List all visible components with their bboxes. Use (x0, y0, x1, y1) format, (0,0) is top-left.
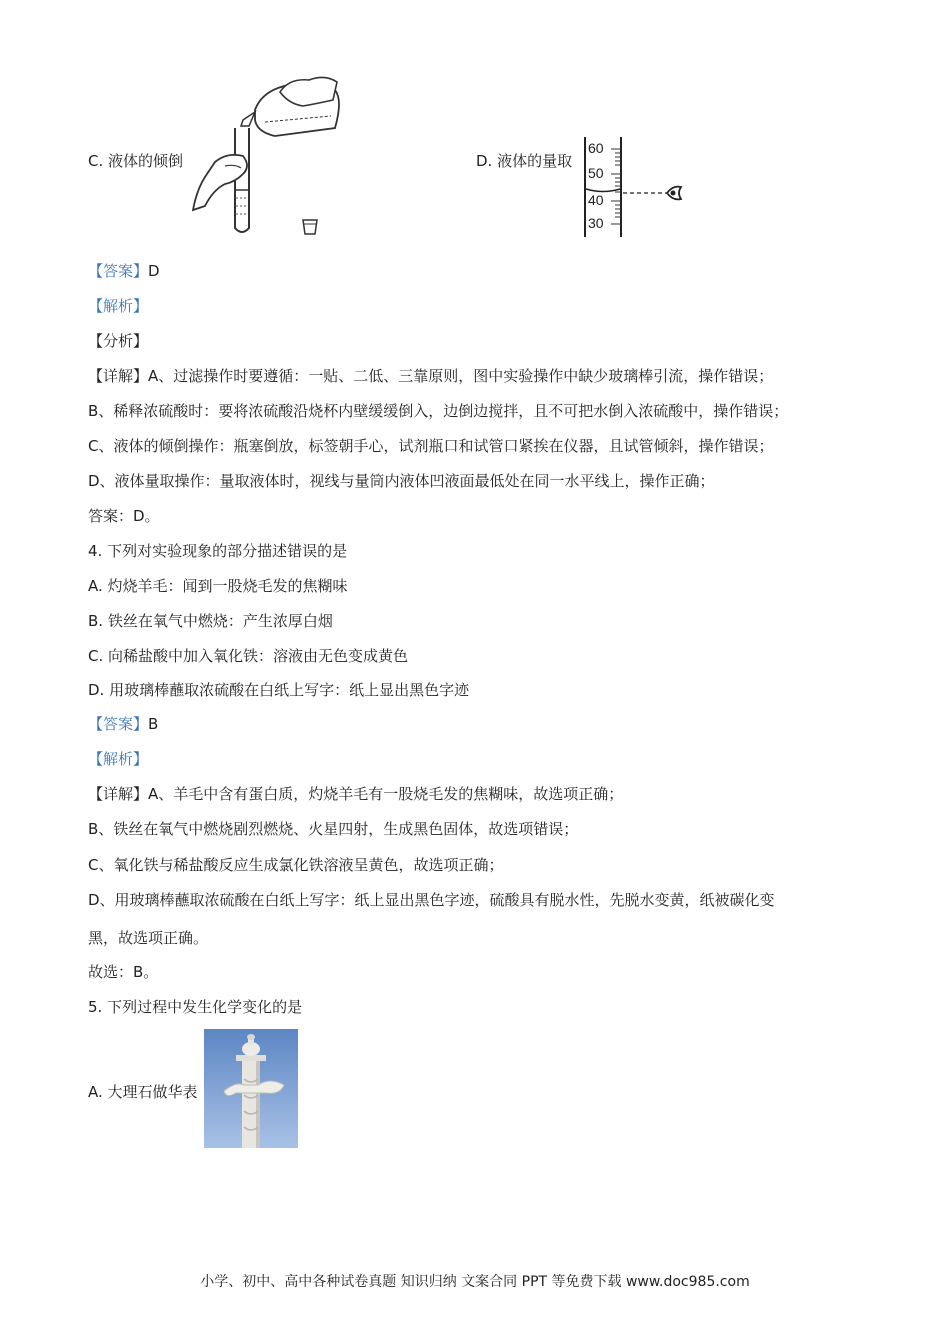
graduated-cylinder-figure (583, 137, 693, 239)
q5-stem: 5. 下列过程中发生化学变化的是 (88, 998, 303, 1016)
page-footer: 小学、初中、高中各种试卷真题 知识归纳 文案合同 PPT 等免费下载 www.doc985.com (200, 1274, 750, 1290)
q3-detail-c: C、液体的倾倒操作：瓶塞倒放，标签朝手心，试剂瓶口和试管口紧挨在仪器，且试管倾斜，操作错误； (88, 437, 774, 455)
q3-analysis-tag: 【解析】 (88, 297, 149, 315)
scale-label-30: 30 (588, 215, 604, 231)
q4-option-b: B. 铁丝在氧气中燃烧：产生浓厚白烟 (88, 612, 333, 630)
eye-icon (667, 187, 681, 200)
q3-fenxi-tag: 【分析】 (88, 332, 149, 350)
answer-tag: 【答案】 (88, 715, 149, 733)
q4-detail-c: C、氧化铁与稀盐酸反应生成氯化铁溶液呈黄色，故选项正确； (88, 856, 504, 874)
q4-stem: 4. 下列对实验现象的部分描述错误的是 (88, 542, 348, 560)
q3-conclusion: 答案：D。 (88, 507, 160, 525)
q4-answer (88, 714, 158, 734)
option-c-label: C. 液体的倾倒 (88, 152, 184, 170)
q4-detail-b: B、铁丝在氧气中燃烧剧烈燃烧、火星四射，生成黑色固体，故选项错误； (88, 820, 579, 838)
option-d-label: D. 液体的量取 (476, 152, 573, 170)
scale-label-40: 40 (588, 192, 604, 208)
detail-tag: 【详解】 (88, 367, 149, 385)
q3-answer (88, 261, 160, 281)
pouring-liquid-figure (185, 70, 345, 240)
huabiao-photo (204, 1029, 298, 1148)
answer-tag: 【答案】 (88, 262, 149, 280)
q5-option-a: A. 大理石做华表 (88, 1083, 198, 1101)
q3-detail-line (88, 366, 773, 386)
q4-option-a: A. 灼烧羊毛：闻到一股烧毛发的焦糊味 (88, 577, 348, 595)
q3-detail-b: B、稀释浓硫酸时：要将浓硫酸沿烧杯内壁缓缓倒入，边倒边搅拌，且不可把水倒入浓硫酸中，操作错误； (88, 402, 789, 420)
answer-value: D (148, 262, 160, 280)
q4-detail-a: A、羊毛中含有蛋白质，灼烧羊毛有一股烧毛发的焦糊味，故选项正确； (148, 785, 624, 803)
q4-detail-line (88, 784, 623, 804)
q4-detail-d-cont: 黑，故选项正确。 (88, 929, 209, 947)
q4-conclusion: 故选：B。 (88, 963, 159, 981)
scale-label-60: 60 (588, 140, 604, 156)
q3-detail-a: A、过滤操作时要遵循：一贴、二低、三靠原则，图中实验操作中缺少玻璃棒引流，操作错误； (148, 367, 774, 385)
answer-value: B (148, 715, 159, 733)
q4-option-d: D. 用玻璃棒蘸取浓硫酸在白纸上写字：纸上显出黑色字迹 (88, 681, 470, 699)
q3-detail-d: D、液体量取操作：量取液体时，视线与量筒内液体凹液面最低处在同一水平线上，操作正确； (88, 472, 715, 490)
detail-tag: 【详解】 (88, 785, 149, 803)
q4-option-c: C. 向稀盐酸中加入氧化铁：溶液由无色变成黄色 (88, 647, 409, 665)
q4-analysis-tag: 【解析】 (88, 750, 149, 768)
q4-detail-d: D、用玻璃棒蘸取浓硫酸在白纸上写字：纸上显出黑色字迹，硫酸具有脱水性，先脱水变黄，纸被碳化变 (88, 891, 775, 909)
scale-label-50: 50 (588, 165, 604, 181)
